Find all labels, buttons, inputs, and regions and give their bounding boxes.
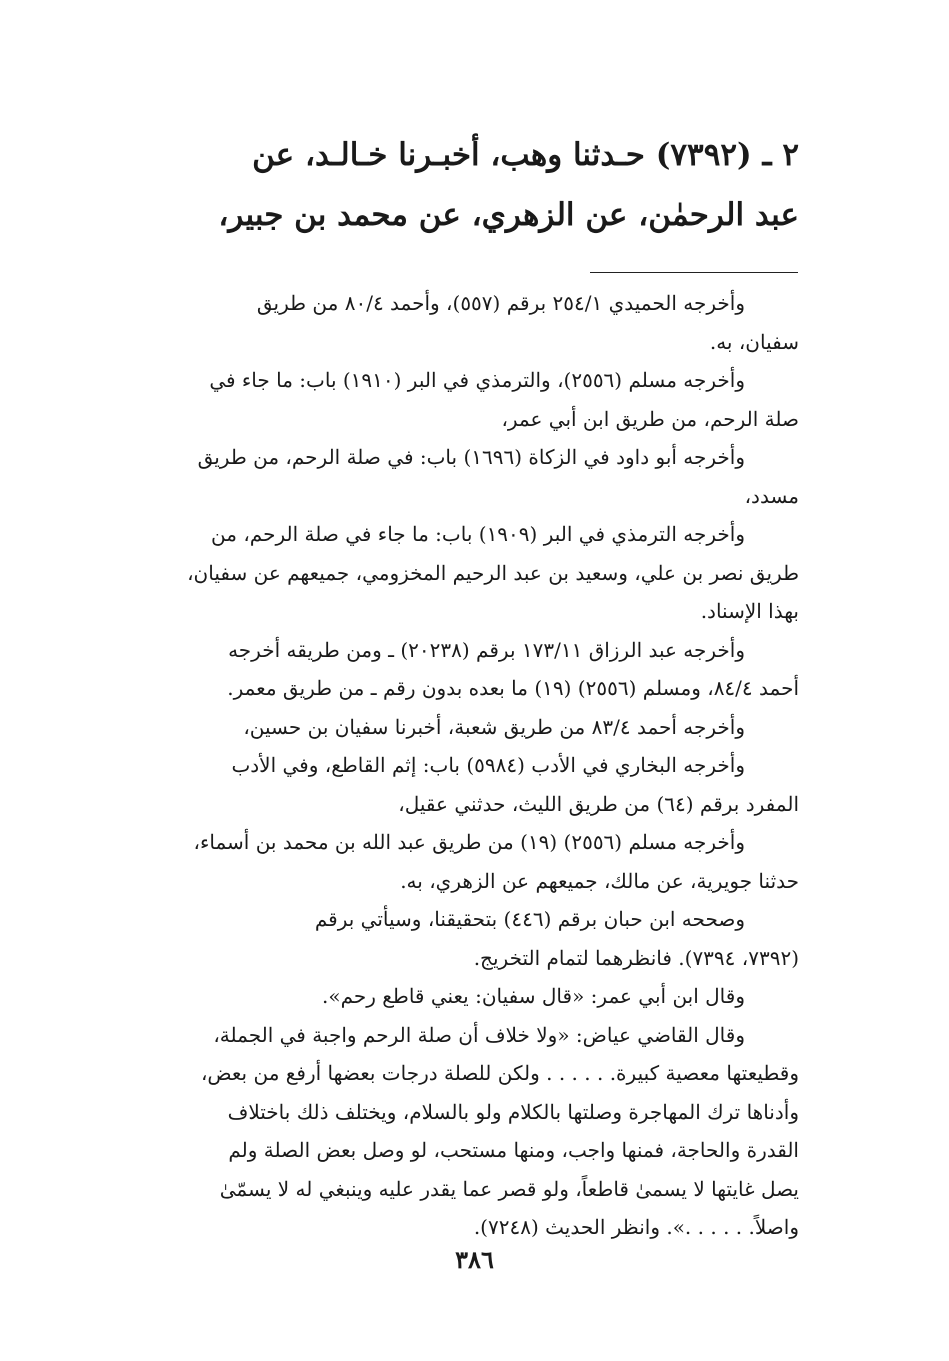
- footnote-line: أحمد ٨٤/٤، ومسلم (٢٥٥٦) (١٩) ما بعده بدون رقم ـ من طريق معمر.: [227, 676, 799, 700]
- footnote-line: واصلاً. . . . . .». وانظر الحديث (٧٢٤٨).: [473, 1215, 799, 1239]
- footnote-line: وقال ابن أبي عمر: «قال سفيان: يعني قاطع رحم».: [321, 984, 745, 1008]
- hadith-line-1: ٢ ـ (٧٣٩٢) حـدثنا وهب، أخبـرنا خـالـد، عن: [252, 137, 799, 173]
- page-number: ٣٨٦: [455, 1245, 494, 1274]
- footnote-line: وأخرجه البخاري في الأدب (٥٩٨٤) باب: إثم القاطع، وفي الأدب: [231, 753, 745, 777]
- footnote-line: وأخرجه مسلم (٢٥٥٦)، والترمذي في البر (١٩١٠) باب: ما جاء في: [209, 368, 745, 392]
- footnote-line: وأدناها ترك المهاجرة وصلتها بالكلام ولو بالسلام، ويختلف ذلك باختلاف: [227, 1099, 799, 1124]
- footnotes: [109, 284, 799, 1247]
- footnote-line: وأخرجه الحميدي ٢٥٤/١ برقم (٥٥٧)، وأحمد ٨٠/٤ من طريق: [256, 291, 745, 315]
- footnote-line: وقطيعتها معصية كبيرة. . . . . . ولكن للصلة درجات بعضها أرفع من بعض،: [200, 1061, 799, 1085]
- footnote-line: المفرد برقم (٦٤) من طريق الليث، حدثني عقيل،: [398, 791, 799, 816]
- footnote-line: صلة الرحم، من طريق ابن أبي عمر،: [501, 406, 799, 431]
- footnote-separator: [590, 272, 798, 273]
- footnote-line: وأخرجه عبد الرزاق ١٧٣/١١ برقم (٢٠٢٣٨) ـ ومن طريقه أخرجه: [228, 637, 745, 662]
- footnote-line: وأخرجه أحمد ٨٣/٤ من طريق شعبة، أخبرنا سفيان بن حسين،: [243, 714, 745, 739]
- footnote-line: سفيان، به.: [709, 329, 799, 354]
- footnote-line: طريق نصر بن علي، وسعيد بن عبد الرحيم المخزومي، جميعهم عن سفيان،: [187, 560, 799, 585]
- footnote-line: مسدد،: [744, 483, 799, 508]
- footnote-line: وصححه ابن حبان برقم (٤٤٦) بتحقيقنا، وسيأتي برقم: [314, 907, 745, 931]
- footnote-line: وأخرجه الترمذي في البر (١٩٠٩) باب: ما جاء في صلة الرحم، من: [211, 522, 745, 546]
- footnote-line: (٧٣٩٢، ٧٣٩٤). فانظرهما لتمام التخريج.: [473, 945, 799, 970]
- footnote-line: القدرة والحاجة، فمنها واجب، ومنها مستحب، لو وصل بعض الصلة ولم: [228, 1138, 799, 1162]
- footnote-line: وأخرجه أبو داود في الزكاة (١٦٩٦) باب: في صلة الرحم، من طريق: [197, 445, 745, 469]
- footnote-line: يصل غايتها لا يسمىٰ قاطعاً، ولو قصر عما يقدر عليه وينبغي له لا يسمّىٰ: [219, 1176, 799, 1201]
- footnote-line: وقال القاضي عياض: «ولا خلاف أن صلة الرحم واجبة في الجملة،: [213, 1022, 745, 1047]
- hadith-line-2: عبد الرحمٰن، عن الزهري، عن محمد بن جبير،: [218, 197, 799, 233]
- hadith-text: [99, 125, 799, 245]
- footnote-line: بهذا الإسناد.: [700, 599, 799, 623]
- footnote-line: وأخرجه مسلم (٢٥٥٦) (١٩) من طريق عبد الله بن محمد بن أسماء،: [193, 830, 745, 854]
- footnote-line: حدثنا جويرية، عن مالك، جميعهم عن الزهري، به.: [400, 868, 799, 893]
